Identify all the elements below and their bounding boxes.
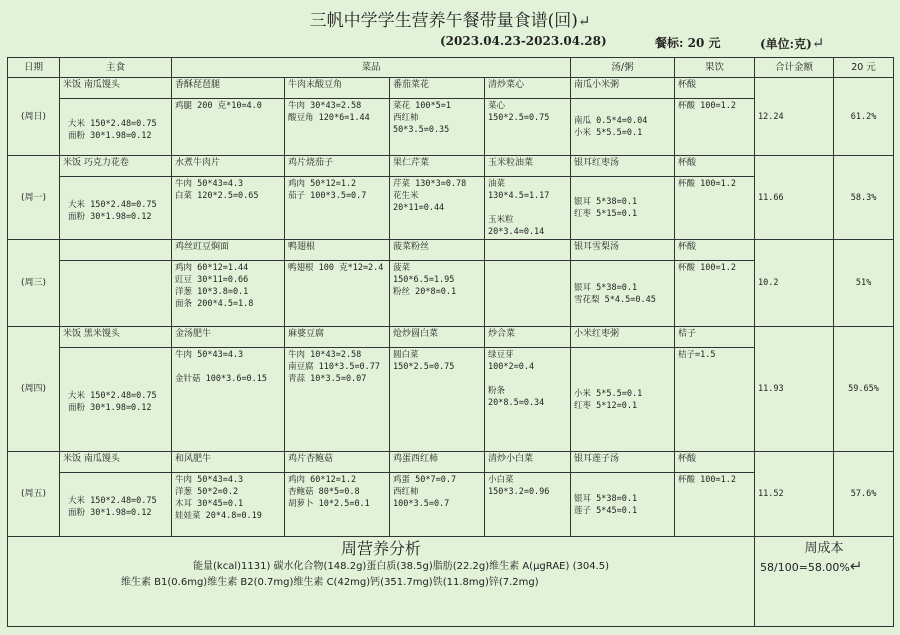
detail-line: 木耳 30*45=0.1 [175, 499, 244, 509]
nutrition-analysis [8, 537, 755, 627]
detail-line: 大米 150*2.48=0.75 [68, 118, 157, 129]
detail-line: 莲子 5*45=0.1 [574, 505, 638, 516]
dish-detail [485, 348, 571, 452]
detail-line: 白菜 120*2.5=0.65 [175, 191, 259, 201]
detail-line: 菜花 100*5=1 [393, 101, 451, 111]
dish-detail [485, 177, 571, 240]
detail-line: 芹菜 130*3=0.78 [393, 179, 467, 189]
day-label: (周五) [8, 452, 60, 537]
dish-detail [172, 473, 285, 537]
dish-name: 鸡片杏鲍菇 [285, 452, 390, 473]
fruit-name: 杯酸 [675, 156, 755, 177]
detail-line: 金针菇 100*3.6=0.15 [175, 374, 268, 384]
dish-detail [285, 99, 390, 156]
detail-line: 杯酸 100=1.2 [678, 179, 736, 189]
soup-name: 银耳莲子汤 [571, 452, 675, 473]
detail-line: 面粉 30*1.98=0.12 [68, 508, 152, 518]
total-amount: 12.24 [755, 78, 834, 156]
staple-detail [60, 473, 172, 537]
total-amount: 11.52 [755, 452, 834, 537]
dish-name: 菠菜粉丝 [390, 240, 485, 261]
dish-name: 玉米粒油菜 [485, 156, 571, 177]
detail-line: 牛肉 50*43=4.3 [175, 179, 244, 189]
detail-line: 杯酸 100=1.2 [678, 475, 736, 485]
dish-detail [390, 473, 485, 537]
detail-line: 杯酸 100=1.2 [678, 101, 736, 111]
dish-name: 水煮牛肉片 [172, 156, 285, 177]
day-name-row [8, 156, 894, 177]
dish-name [485, 240, 571, 261]
detail-line: 20*3.4=0.14 [488, 227, 545, 237]
detail-line: 150*6.5=1.95 [393, 275, 455, 285]
detail-line: 20*11=0.44 [393, 203, 445, 213]
dish-name: 鸭翅根 [285, 240, 390, 261]
staple-detail [60, 99, 172, 156]
menu-table [7, 57, 894, 627]
detail-line: 小米 5*5.5=0.1 [574, 388, 643, 399]
detail-line: 红枣 5*15=0.1 [574, 209, 638, 219]
staple-name [60, 240, 172, 261]
cost-percent: 59.65% [834, 327, 894, 452]
detail-line: 油菜 [488, 179, 506, 189]
detail-line: 菠菜 [393, 263, 411, 273]
dish-detail [485, 261, 571, 327]
soup-name: 南瓜小米粥 [571, 78, 675, 99]
fruit-name: 杯酸 [675, 78, 755, 99]
cost-title: 周成本 [804, 541, 844, 556]
cost-percent: 61.2% [834, 78, 894, 156]
detail-line: 红枣 5*12=0.1 [574, 400, 638, 411]
cost-percent: 51% [834, 240, 894, 327]
detail-line: 20*8.5=0.34 [488, 398, 545, 408]
day-name-row [8, 240, 894, 261]
analysis-line-2: 维生素 B1(0.6mg)维生素 B2(0.7mg)维生素 C(42mg)钙(351.7mg)铁(11.8mg)锌(7.2mg) [121, 577, 539, 588]
total-amount: 11.93 [755, 327, 834, 452]
page-title: 三帆中学学生营养午餐带量食谱(回)↵ [309, 11, 591, 31]
dish-name: 和风肥牛 [172, 452, 285, 473]
detail-line: 面粉 30*1.98=0.12 [68, 130, 152, 141]
day-label: (周一) [8, 156, 60, 240]
detail-line: 菜心 [488, 101, 506, 111]
total-amount: 11.66 [755, 156, 834, 240]
dish-detail [285, 348, 390, 452]
analysis-row [8, 537, 894, 627]
day-label: (周三) [8, 240, 60, 327]
detail-line: 100*2=0.4 [488, 362, 535, 372]
detail-line: 小白菜 [488, 475, 514, 485]
soup-detail [571, 177, 675, 240]
cost-percent: 57.6% [834, 452, 894, 537]
detail-line: 银耳 5*38=0.1 [574, 493, 638, 504]
dish-detail [172, 261, 285, 327]
header-soup: 汤/粥 [571, 58, 675, 78]
soup-name: 银耳雪梨汤 [571, 240, 675, 261]
detail-line: 粉丝 20*8=0.1 [393, 287, 457, 297]
detail-line: 130*4.5=1.17 [488, 191, 550, 201]
staple-detail [60, 261, 172, 327]
detail-line: 鸡肉 50*12=1.2 [288, 179, 357, 189]
detail-line: 鸡肉 60*12=1.44 [175, 263, 249, 273]
detail-line: 茄子 100*3.5=0.7 [288, 191, 367, 201]
detail-line: 鸭翅根 100 克*12=2.4 [288, 263, 384, 273]
dish-detail [390, 261, 485, 327]
fruit-detail [675, 177, 755, 240]
soup-detail [571, 261, 675, 327]
dish-detail [172, 99, 285, 156]
detail-line: 豇豆 30*11=0.66 [175, 275, 249, 285]
soup-detail [571, 473, 675, 537]
detail-line: 大米 150*2.48=0.75 [68, 496, 157, 506]
detail-line: 150*2.5=0.75 [488, 113, 550, 123]
detail-line: 大米 150*2.48=0.75 [68, 199, 157, 210]
day-name-row [8, 452, 894, 473]
detail-line: 桔子=1.5 [678, 350, 716, 360]
detail-line: 100*3.5=0.7 [393, 499, 450, 509]
analysis-title: 周营养分析 [341, 539, 422, 558]
soup-detail [571, 348, 675, 452]
detail-line: 牛肉 30*43=2.58 [288, 101, 362, 111]
total-amount: 10.2 [755, 240, 834, 327]
detail-line: 圆白菜 [393, 350, 419, 360]
detail-line: 粉条 [488, 386, 506, 396]
detail-line: 鸡腿 200 克*10=4.0 [175, 101, 262, 111]
detail-line: 150*3.2=0.96 [488, 487, 550, 497]
dish-name: 清炒菜心 [485, 78, 571, 99]
dish-name: 炒合菜 [485, 327, 571, 348]
detail-line: 娃娃菜 20*4.8=0.19 [175, 511, 262, 521]
detail-line: 50*3.5=0.35 [393, 125, 450, 135]
detail-line: 洋葱 50*2=0.2 [175, 487, 239, 497]
dish-name: 炝炒圆白菜 [390, 327, 485, 348]
soup-name: 小米红枣粥 [571, 327, 675, 348]
dish-detail [172, 177, 285, 240]
meal-standard: 餐标: 20 元 [655, 36, 721, 50]
detail-line: 胡萝卜 10*2.5=0.1 [288, 499, 370, 509]
dish-detail [390, 99, 485, 156]
detail-line: 雪花梨 5*4.5=0.45 [574, 294, 656, 305]
dish-name: 牛肉末酸豆角 [285, 78, 390, 99]
detail-line: 西红柿 [393, 487, 419, 497]
cost-value: 58/100=58.00%↵ [760, 557, 863, 575]
fruit-name: 杯酸 [675, 452, 755, 473]
dish-detail [285, 261, 390, 327]
fruit-name: 杯酸 [675, 240, 755, 261]
unit-label: (单位:克)↵ [760, 34, 825, 52]
header-staple: 主食 [60, 58, 172, 78]
fruit-detail [675, 99, 755, 156]
day-label: (周四) [8, 327, 60, 452]
dish-name: 鸡丝豇豆焖面 [172, 240, 285, 261]
detail-line: 鸡肉 60*12=1.2 [288, 475, 357, 485]
header-day: 日期 [8, 58, 60, 78]
dish-name: 清炒小白菜 [485, 452, 571, 473]
dish-detail [172, 348, 285, 452]
detail-line: 杏鲍菇 80*5=0.8 [288, 487, 360, 497]
dish-detail [485, 473, 571, 537]
detail-line: 绿豆芽 [488, 350, 514, 360]
day-label: (周日) [8, 78, 60, 156]
detail-line [488, 202, 567, 214]
detail-line: 牛肉 50*43=4.3 [175, 475, 244, 485]
dish-detail [390, 177, 485, 240]
detail-line [488, 373, 567, 385]
detail-line: 大米 150*2.48=0.75 [68, 391, 157, 401]
detail-line: 洋葱 10*3.8=0.1 [175, 287, 249, 297]
header-dishes: 菜品 [172, 58, 571, 78]
header-pct: 20 元 [834, 58, 894, 78]
date-range: (2023.04.23-2023.04.28) [440, 34, 607, 48]
soup-name: 银耳红枣汤 [571, 156, 675, 177]
detail-line: 酸豆角 120*6=1.44 [288, 113, 370, 123]
dish-name: 金汤肥牛 [172, 327, 285, 348]
fruit-detail [675, 473, 755, 537]
staple-name: 米饭 南瓜馒头 [60, 452, 172, 473]
detail-line: 南瓜 0.5*4=0.04 [574, 116, 648, 126]
detail-line: 鸡蛋 50*7=0.7 [393, 475, 457, 485]
fruit-detail [675, 348, 755, 452]
staple-name: 米饭 巧克力花卷 [60, 156, 172, 177]
detail-line: 银耳 5*38=0.1 [574, 197, 638, 207]
detail-line [175, 361, 281, 373]
staple-name: 米饭 黑米馒头 [60, 327, 172, 348]
day-name-row [8, 78, 894, 99]
detail-line: 面粉 30*1.98=0.12 [68, 403, 152, 413]
dish-detail [285, 177, 390, 240]
dish-name: 番茄菜花 [390, 78, 485, 99]
header-row [8, 58, 894, 78]
staple-detail [60, 177, 172, 240]
detail-line: 小米 5*5.5=0.1 [574, 128, 643, 138]
dish-name: 麻婆豆腐 [285, 327, 390, 348]
weekly-cost [755, 537, 894, 627]
detail-line: 牛肉 50*43=4.3 [175, 350, 244, 360]
fruit-detail [675, 261, 755, 327]
day-name-row [8, 327, 894, 348]
dish-name: 鸡片烧茄子 [285, 156, 390, 177]
detail-line: 玉米粒 [488, 215, 514, 225]
dish-detail [285, 473, 390, 537]
dish-name: 果仁芹菜 [390, 156, 485, 177]
analysis-line-1: 能量(kcal)1131) 碳水化合物(148.2g)蛋白质(38.5g)脂肪(22.2g)维生素 A(μgRAE) (304.5) [193, 561, 609, 572]
dish-name: 香酥琵琶腿 [172, 78, 285, 99]
detail-line: 牛肉 10*43=2.58 [288, 350, 362, 360]
detail-line: 西红柿 [393, 113, 419, 123]
detail-line: 银耳 5*38=0.1 [574, 282, 638, 293]
detail-line: 花生米 [393, 191, 419, 201]
detail-line: 面条 200*4.5=1.8 [175, 299, 254, 309]
staple-name: 米饭 南瓜馒头 [60, 78, 172, 99]
soup-detail [571, 99, 675, 156]
header-total: 合计金额 [755, 58, 834, 78]
detail-line: 青蒜 10*3.5=0.07 [288, 374, 367, 384]
detail-line: 杯酸 100=1.2 [678, 263, 736, 273]
header-fruit: 果饮 [675, 58, 755, 78]
detail-line: 南豆腐 110*3.5=0.77 [288, 362, 381, 372]
cost-percent: 58.3% [834, 156, 894, 240]
staple-detail [60, 348, 172, 452]
dish-detail [390, 348, 485, 452]
detail-line: 150*2.5=0.75 [393, 362, 455, 372]
dish-name: 鸡蛋西红柿 [390, 452, 485, 473]
dish-detail [485, 99, 571, 156]
detail-line: 面粉 30*1.98=0.12 [68, 211, 152, 222]
fruit-name: 桔子 [675, 327, 755, 348]
